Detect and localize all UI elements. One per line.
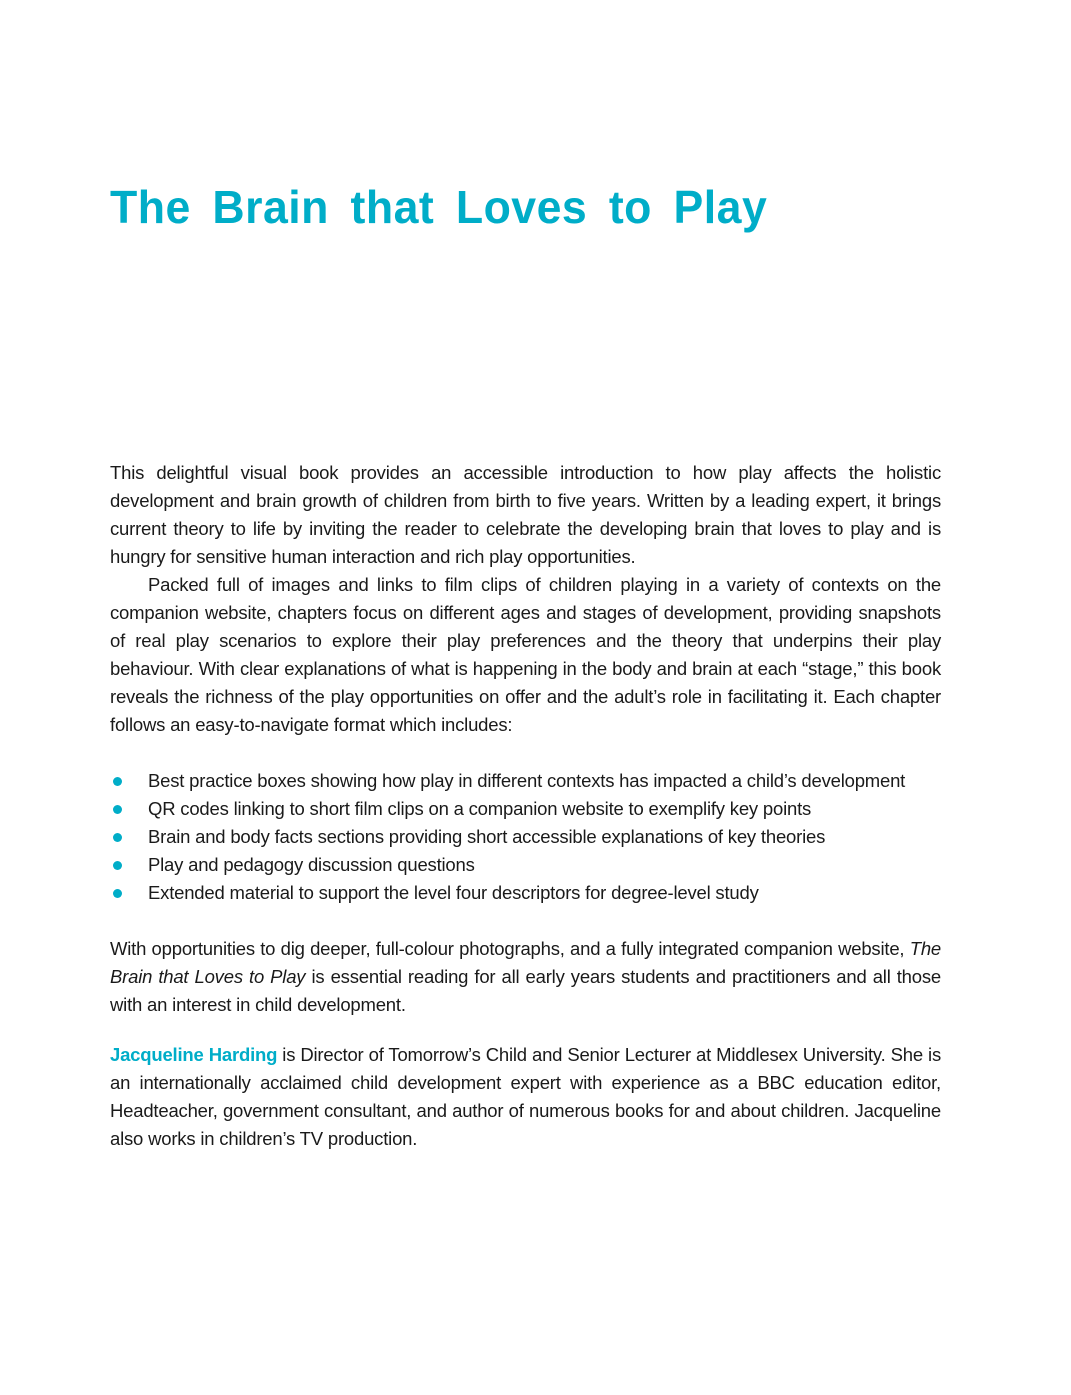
list-item [110, 879, 941, 907]
bullet-icon [113, 805, 122, 814]
list-item-text: Brain and body facts sections providing short accessible explanations of key theories [148, 826, 826, 848]
list-item [110, 795, 941, 823]
intro-paragraph: This delightful visual book provides an accessible introduction to how play affects the holistic development and brain growth of children from birth to five years. Written by a leading expert, it brings current theory to life by inviting the reader to celebrate the developing brain that loves to play and is hungry for sensitive human interaction and rich play opportunities. [110, 462, 941, 568]
page-title: The Brain that Loves to Play [110, 181, 768, 233]
closing-text-before: With opportunities to dig deeper, full-colour photographs, and a fully integrated companion website, [110, 938, 910, 960]
bullet-icon [113, 889, 122, 898]
text-column [110, 0, 941, 1153]
author-bio [110, 1041, 941, 1153]
list-item [110, 823, 941, 851]
list-item-text: Play and pedagogy discussion questions [148, 854, 475, 876]
list-item-text: Best practice boxes showing how play in different contexts has impacted a child’s development [148, 770, 906, 792]
list-item [110, 851, 941, 879]
author-name: Jacqueline Harding [110, 1044, 278, 1066]
list-item-text: QR codes linking to short film clips on a companion website to exemplify key points [148, 798, 812, 820]
bullet-icon [113, 833, 122, 842]
book-title-italic: The Brain that Loves to Play [110, 938, 941, 988]
closing-text-after: is essential reading for all early years students and practitioners and all those with an interest in child development. [110, 966, 941, 1016]
body-text-block [110, 459, 941, 1153]
bullet-icon [113, 777, 122, 786]
list-item-text: Extended material to support the level four descriptors for degree-level study [148, 882, 759, 904]
author-bio-text: is Director of Tomorrow’s Child and Senior Lecturer at Middlesex University. She is an internationally acclaimed child development expert with experience as a BBC education editor, Headteacher, government consultant, and author of numerous books for and about children. Jacqueline also works in children’s TV production. [110, 1044, 941, 1150]
features-paragraph: Packed full of images and links to film clips of children playing in a variety of contexts on the companion website, chapters focus on different ages and stages of development, providing snapshots of real play scenarios to explore their play preferences and the theory that underpins their play behaviour. With clear explanations of what is happening in the body and brain at each “stage,” this book reveals the richness of the play opportunities on offer and the adult’s role in facilitating it. Each chapter follows an easy-to-navigate format which includes: [110, 574, 941, 736]
bullet-icon [113, 861, 122, 870]
bullet-list [110, 767, 941, 907]
closing-paragraph [110, 935, 941, 1019]
list-item [110, 767, 941, 795]
